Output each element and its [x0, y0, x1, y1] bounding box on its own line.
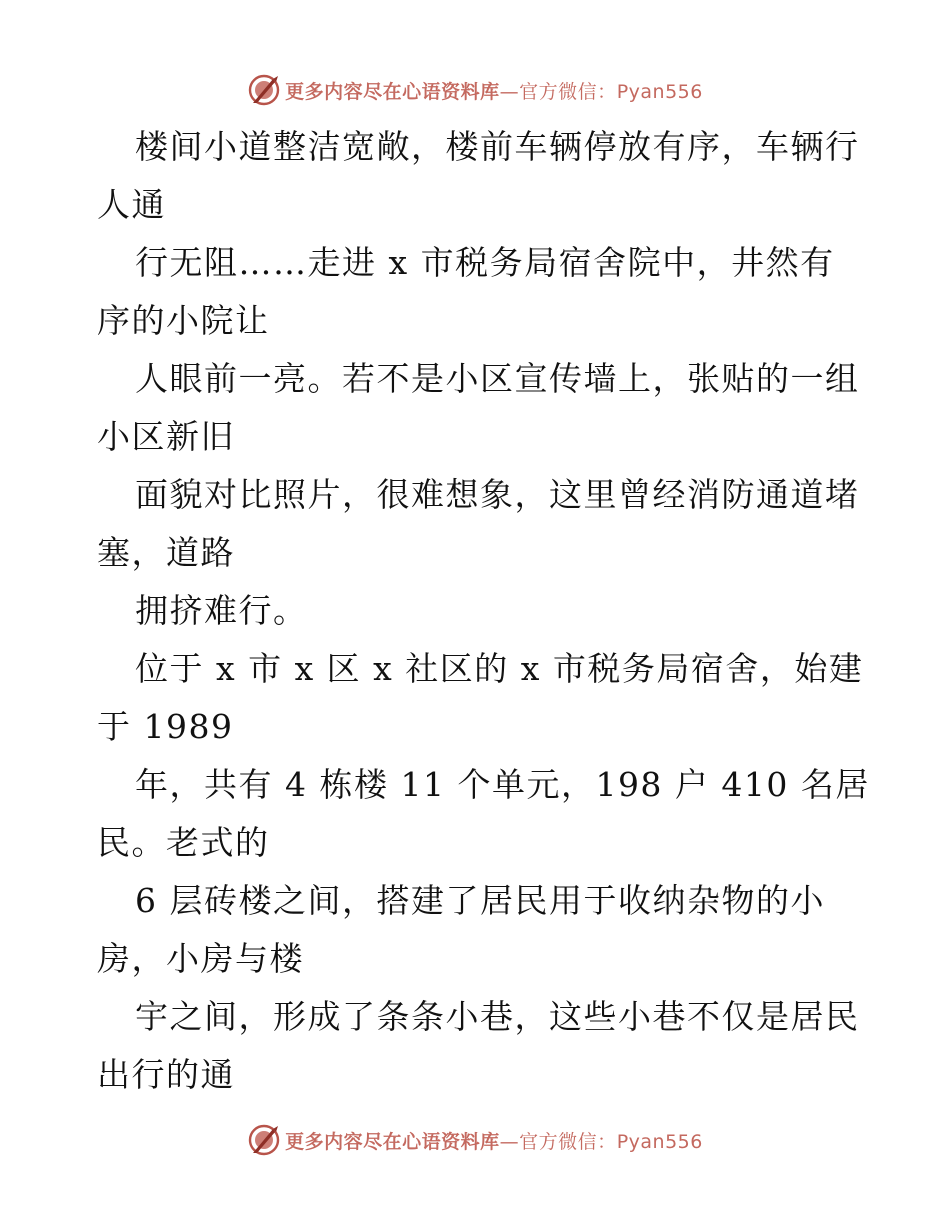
watermark-text — [285, 77, 703, 104]
document-body — [97, 118, 870, 1104]
watermark-label: 官方微信： — [519, 1130, 617, 1153]
text-line: 房，小房与楼 — [97, 939, 304, 978]
text-line: 宇之间，形成了条条小巷，这些小巷不仅是居民 — [135, 997, 860, 1036]
text-line: 序的小院让 — [97, 301, 270, 340]
watermark-wechat-id: Pyan556 — [616, 1130, 703, 1153]
watermark-brand: 更多内容尽在心语资料库 — [285, 80, 500, 103]
text-line: 面貌对比照片，很难想象，这里曾经消防通道堵 — [135, 475, 860, 514]
footer-watermark — [0, 1120, 950, 1160]
text-line: 民。老式的 — [97, 823, 270, 862]
text-line: 楼间小道整洁宽敞，楼前车辆停放有序，车辆行 — [135, 127, 860, 166]
text-line: 于 1989 — [97, 707, 234, 746]
quill-pen-seal-icon — [247, 73, 281, 107]
header-watermark — [0, 70, 950, 110]
text-line: 小区新旧 — [97, 417, 235, 456]
watermark-wechat-id: Pyan556 — [616, 80, 703, 103]
text-line: 出行的通 — [97, 1055, 235, 1094]
text-line: 人通 — [97, 185, 166, 224]
text-line: 年，共有 4 栋楼 11 个单元，198 户 410 名居 — [135, 765, 870, 804]
text-line: 6 层砖楼之间，搭建了居民用于收纳杂物的小 — [135, 881, 825, 920]
watermark-separator: — — [499, 80, 520, 103]
quill-pen-seal-icon — [247, 1123, 281, 1157]
text-line: 位于 x 市 x 区 x 社区的 x 市税务局宿舍，始建 — [135, 649, 864, 688]
watermark-brand: 更多内容尽在心语资料库 — [285, 1130, 500, 1153]
text-line: 塞，道路 — [97, 533, 235, 572]
text-line: 人眼前一亮。若不是小区宣传墙上，张贴的一组 — [135, 359, 860, 398]
watermark-separator: — — [499, 1130, 520, 1153]
text-line: 拥挤难行。 — [135, 591, 308, 630]
watermark-text — [285, 1127, 703, 1154]
text-line: 行无阻……走进 x 市税务局宿舍院中，井然有 — [135, 243, 835, 282]
watermark-label: 官方微信： — [519, 80, 617, 103]
